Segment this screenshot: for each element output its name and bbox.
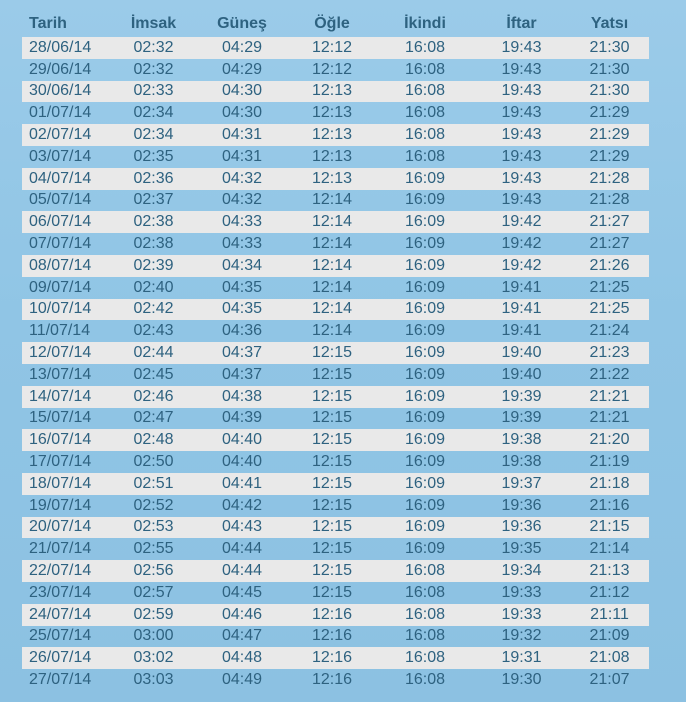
date-cell: 08/07/14 bbox=[29, 256, 92, 274]
header-cell-3: Öğle bbox=[314, 15, 350, 32]
time-cell: 12:15 bbox=[311, 583, 353, 601]
time-cell: 21:27 bbox=[589, 235, 630, 253]
time-cell: 21:12 bbox=[589, 583, 630, 601]
time-cell: 16:08 bbox=[404, 627, 446, 645]
time-cell: 02:44 bbox=[133, 344, 174, 362]
time-cell: 21:14 bbox=[589, 540, 630, 558]
time-cell: 21:07 bbox=[589, 671, 630, 688]
date-cell: 26/07/14 bbox=[29, 649, 92, 667]
table-row bbox=[22, 211, 649, 233]
time-cell: 19:30 bbox=[501, 671, 542, 688]
time-cell: 16:08 bbox=[404, 147, 446, 165]
time-cell: 19:42 bbox=[501, 256, 542, 274]
time-cell: 03:03 bbox=[133, 671, 174, 688]
time-cell: 21:21 bbox=[589, 387, 630, 405]
date-cell: 12/07/14 bbox=[29, 344, 92, 362]
time-cell: 21:25 bbox=[589, 278, 630, 296]
time-cell: 12:15 bbox=[311, 453, 353, 471]
time-cell: 04:40 bbox=[221, 453, 263, 471]
time-cell: 12:14 bbox=[311, 278, 353, 296]
time-cell: 04:38 bbox=[221, 387, 263, 405]
time-cell: 21:15 bbox=[589, 518, 630, 536]
time-cell: 02:47 bbox=[133, 409, 174, 427]
table-row bbox=[22, 168, 649, 190]
time-cell: 19:43 bbox=[501, 60, 542, 78]
date-cell: 29/06/14 bbox=[29, 60, 92, 78]
time-cell: 12:14 bbox=[311, 322, 353, 340]
date-cell: 21/07/14 bbox=[29, 540, 92, 558]
time-cell: 02:32 bbox=[133, 38, 174, 56]
time-cell: 19:36 bbox=[501, 518, 542, 536]
table-row bbox=[22, 233, 649, 255]
time-cell: 04:41 bbox=[221, 474, 263, 492]
time-cell: 19:42 bbox=[501, 213, 542, 231]
time-cell: 02:56 bbox=[133, 562, 174, 580]
time-cell: 04:32 bbox=[221, 191, 263, 209]
time-cell: 16:08 bbox=[404, 583, 446, 601]
date-cell: 02/07/14 bbox=[29, 126, 92, 144]
time-cell: 21:19 bbox=[589, 453, 630, 471]
time-cell: 19:33 bbox=[501, 583, 542, 601]
header-cell-0: Tarih bbox=[29, 15, 67, 32]
time-cell: 12:14 bbox=[311, 213, 353, 231]
time-cell: 21:27 bbox=[589, 213, 630, 231]
table-row bbox=[22, 604, 649, 626]
time-cell: 16:08 bbox=[404, 562, 446, 580]
time-cell: 21:28 bbox=[589, 191, 630, 209]
time-cell: 12:15 bbox=[311, 474, 353, 492]
time-cell: 16:09 bbox=[404, 322, 446, 340]
time-cell: 04:32 bbox=[221, 169, 263, 187]
time-cell: 19:38 bbox=[501, 453, 542, 471]
time-cell: 02:38 bbox=[133, 235, 174, 253]
date-cell: 14/07/14 bbox=[29, 387, 92, 405]
time-cell: 12:14 bbox=[311, 300, 353, 318]
date-cell: 10/07/14 bbox=[29, 300, 92, 318]
time-cell: 19:36 bbox=[501, 496, 542, 514]
time-cell: 04:40 bbox=[221, 431, 263, 449]
time-cell: 02:35 bbox=[133, 147, 174, 165]
time-cell: 16:09 bbox=[404, 387, 446, 405]
time-cell: 03:02 bbox=[133, 649, 174, 667]
date-cell: 28/06/14 bbox=[29, 38, 92, 56]
table-row bbox=[22, 647, 649, 669]
date-cell: 16/07/14 bbox=[29, 431, 92, 449]
date-cell: 01/07/14 bbox=[29, 104, 92, 122]
time-cell: 21:28 bbox=[589, 169, 630, 187]
time-cell: 21:21 bbox=[589, 409, 630, 427]
time-cell: 02:55 bbox=[133, 540, 174, 558]
date-cell: 15/07/14 bbox=[29, 409, 92, 427]
time-cell: 04:29 bbox=[221, 38, 263, 56]
time-cell: 16:08 bbox=[404, 649, 446, 667]
time-cell: 02:52 bbox=[133, 496, 174, 514]
table-row bbox=[22, 451, 649, 473]
time-cell: 12:15 bbox=[311, 562, 353, 580]
time-cell: 04:35 bbox=[221, 300, 263, 318]
time-cell: 16:08 bbox=[404, 60, 446, 78]
time-cell: 12:15 bbox=[311, 540, 353, 558]
time-cell: 12:16 bbox=[311, 605, 353, 623]
time-cell: 12:15 bbox=[311, 344, 353, 362]
table-row bbox=[22, 190, 649, 212]
time-cell: 04:39 bbox=[221, 409, 263, 427]
time-cell: 16:09 bbox=[404, 474, 446, 492]
time-cell: 12:16 bbox=[311, 627, 353, 645]
time-cell: 21:22 bbox=[589, 365, 630, 383]
time-cell: 16:08 bbox=[404, 38, 446, 56]
time-cell: 19:43 bbox=[501, 82, 542, 100]
time-cell: 16:08 bbox=[404, 104, 446, 122]
time-cell: 04:37 bbox=[221, 365, 263, 383]
time-cell: 19:34 bbox=[501, 562, 542, 580]
time-cell: 04:47 bbox=[221, 627, 263, 645]
time-cell: 02:53 bbox=[133, 518, 174, 536]
time-cell: 21:11 bbox=[590, 605, 629, 623]
time-cell: 19:42 bbox=[501, 235, 542, 253]
table-row bbox=[22, 626, 649, 648]
time-cell: 21:09 bbox=[589, 627, 630, 645]
time-cell: 02:34 bbox=[133, 104, 174, 122]
time-cell: 16:09 bbox=[404, 496, 446, 514]
time-cell: 12:15 bbox=[311, 387, 353, 405]
header-row bbox=[22, 9, 649, 37]
time-cell: 12:14 bbox=[311, 235, 353, 253]
date-cell: 30/06/14 bbox=[29, 82, 92, 100]
date-cell: 04/07/14 bbox=[29, 169, 92, 187]
time-cell: 04:31 bbox=[221, 126, 263, 144]
time-cell: 12:15 bbox=[311, 365, 353, 383]
time-cell: 21:25 bbox=[589, 300, 630, 318]
time-cell: 19:37 bbox=[501, 474, 542, 492]
time-cell: 02:38 bbox=[133, 213, 174, 231]
table-row bbox=[22, 255, 649, 277]
time-cell: 02:34 bbox=[133, 126, 174, 144]
time-cell: 16:09 bbox=[404, 431, 446, 449]
table-row bbox=[22, 582, 649, 604]
time-cell: 04:30 bbox=[221, 104, 263, 122]
time-cell: 12:15 bbox=[311, 496, 353, 514]
time-cell: 16:09 bbox=[404, 300, 446, 318]
time-cell: 12:13 bbox=[311, 147, 353, 165]
time-cell: 04:29 bbox=[221, 60, 263, 78]
time-cell: 12:15 bbox=[311, 431, 353, 449]
table-row bbox=[22, 364, 649, 386]
time-cell: 04:31 bbox=[221, 147, 263, 165]
date-cell: 25/07/14 bbox=[29, 627, 92, 645]
time-cell: 12:13 bbox=[311, 169, 353, 187]
time-cell: 04:44 bbox=[221, 540, 263, 558]
time-cell: 02:48 bbox=[133, 431, 174, 449]
time-cell: 16:08 bbox=[404, 671, 446, 688]
time-cell: 19:39 bbox=[501, 409, 542, 427]
time-cell: 12:14 bbox=[311, 256, 353, 274]
time-cell: 19:43 bbox=[501, 38, 542, 56]
date-cell: 23/07/14 bbox=[29, 583, 92, 601]
time-cell: 04:35 bbox=[221, 278, 263, 296]
time-cell: 04:33 bbox=[221, 213, 263, 231]
time-cell: 04:46 bbox=[221, 605, 263, 623]
time-cell: 02:43 bbox=[133, 322, 174, 340]
time-cell: 19:43 bbox=[501, 169, 542, 187]
time-cell: 16:09 bbox=[404, 365, 446, 383]
time-cell: 12:15 bbox=[311, 518, 353, 536]
table-row bbox=[22, 538, 649, 560]
time-cell: 12:14 bbox=[311, 191, 353, 209]
time-cell: 03:00 bbox=[133, 627, 174, 645]
table-row bbox=[22, 408, 649, 430]
time-cell: 02:39 bbox=[133, 256, 174, 274]
time-cell: 02:40 bbox=[133, 278, 174, 296]
time-cell: 02:59 bbox=[133, 605, 174, 623]
prayer-times-table bbox=[22, 9, 649, 691]
time-cell: 19:35 bbox=[501, 540, 542, 558]
time-cell: 19:43 bbox=[501, 104, 542, 122]
date-cell: 27/07/14 bbox=[29, 671, 92, 688]
time-cell: 19:43 bbox=[501, 191, 542, 209]
time-cell: 16:09 bbox=[404, 213, 446, 231]
time-cell: 04:36 bbox=[221, 322, 263, 340]
time-cell: 21:18 bbox=[589, 474, 630, 492]
time-cell: 04:49 bbox=[221, 671, 263, 688]
time-cell: 16:09 bbox=[404, 256, 446, 274]
time-cell: 16:09 bbox=[404, 191, 446, 209]
date-cell: 09/07/14 bbox=[29, 278, 92, 296]
time-cell: 21:24 bbox=[589, 322, 630, 340]
time-cell: 16:09 bbox=[404, 518, 446, 536]
time-cell: 21:16 bbox=[589, 496, 630, 514]
date-cell: 22/07/14 bbox=[29, 562, 92, 580]
date-cell: 11/07/14 bbox=[29, 322, 91, 340]
table-body bbox=[22, 37, 649, 691]
table-row bbox=[22, 146, 649, 168]
time-cell: 04:48 bbox=[221, 649, 263, 667]
time-cell: 19:41 bbox=[501, 300, 542, 318]
table-row bbox=[22, 299, 649, 321]
time-cell: 12:15 bbox=[311, 409, 353, 427]
time-cell: 12:13 bbox=[311, 104, 353, 122]
time-cell: 02:42 bbox=[133, 300, 174, 318]
table-row bbox=[22, 37, 649, 59]
time-cell: 04:45 bbox=[221, 583, 263, 601]
time-cell: 19:43 bbox=[501, 147, 542, 165]
date-cell: 20/07/14 bbox=[29, 518, 92, 536]
time-cell: 04:37 bbox=[221, 344, 263, 362]
time-cell: 19:38 bbox=[501, 431, 542, 449]
time-cell: 21:30 bbox=[589, 60, 630, 78]
time-cell: 16:09 bbox=[404, 453, 446, 471]
time-cell: 16:09 bbox=[404, 278, 446, 296]
time-cell: 21:30 bbox=[589, 82, 630, 100]
date-cell: 24/07/14 bbox=[29, 605, 92, 623]
header-cell-4: İkindi bbox=[404, 15, 446, 32]
header-cell-6: Yatsı bbox=[590, 15, 629, 32]
table-row bbox=[22, 560, 649, 582]
header-cell-5: İftar bbox=[506, 15, 537, 32]
date-cell: 03/07/14 bbox=[29, 147, 92, 165]
table-row bbox=[22, 81, 649, 103]
time-cell: 12:12 bbox=[311, 38, 353, 56]
time-cell: 21:29 bbox=[589, 126, 630, 144]
time-cell: 21:29 bbox=[589, 147, 630, 165]
time-cell: 21:08 bbox=[589, 649, 630, 667]
time-cell: 19:41 bbox=[501, 322, 542, 340]
table-row bbox=[22, 277, 649, 299]
table-row bbox=[22, 342, 649, 364]
table-row bbox=[22, 473, 649, 495]
time-cell: 04:30 bbox=[221, 82, 263, 100]
time-cell: 16:09 bbox=[404, 169, 446, 187]
time-cell: 19:32 bbox=[501, 627, 542, 645]
date-cell: 19/07/14 bbox=[29, 496, 92, 514]
time-cell: 12:16 bbox=[311, 671, 353, 688]
date-cell: 06/07/14 bbox=[29, 213, 92, 231]
time-cell: 12:13 bbox=[311, 126, 353, 144]
time-cell: 02:32 bbox=[133, 60, 174, 78]
time-cell: 21:30 bbox=[589, 38, 630, 56]
table-row bbox=[22, 429, 649, 451]
header-cell-2: Güneş bbox=[217, 15, 267, 32]
time-cell: 16:09 bbox=[404, 344, 446, 362]
time-cell: 16:09 bbox=[404, 235, 446, 253]
time-cell: 02:51 bbox=[133, 474, 174, 492]
time-cell: 19:33 bbox=[501, 605, 542, 623]
time-cell: 21:29 bbox=[589, 104, 630, 122]
time-cell: 12:12 bbox=[311, 60, 353, 78]
time-cell: 16:09 bbox=[404, 409, 446, 427]
date-cell: 07/07/14 bbox=[29, 235, 92, 253]
time-cell: 19:40 bbox=[501, 344, 542, 362]
header-cell-1: İmsak bbox=[130, 15, 177, 32]
time-cell: 19:31 bbox=[501, 649, 542, 667]
table-row bbox=[22, 124, 649, 146]
time-cell: 04:34 bbox=[221, 256, 263, 274]
time-cell: 02:33 bbox=[133, 82, 174, 100]
time-cell: 02:50 bbox=[133, 453, 174, 471]
time-cell: 12:16 bbox=[311, 649, 353, 667]
time-cell: 19:39 bbox=[501, 387, 542, 405]
table-row bbox=[22, 517, 649, 539]
time-cell: 04:43 bbox=[221, 518, 263, 536]
table-row bbox=[22, 320, 649, 342]
time-cell: 21:26 bbox=[589, 256, 630, 274]
time-cell: 04:44 bbox=[221, 562, 263, 580]
time-cell: 21:23 bbox=[589, 344, 630, 362]
time-cell: 16:08 bbox=[404, 82, 446, 100]
date-cell: 05/07/14 bbox=[29, 191, 92, 209]
table-row bbox=[22, 102, 649, 124]
time-cell: 16:08 bbox=[404, 126, 446, 144]
time-cell: 19:43 bbox=[501, 126, 542, 144]
time-cell: 16:08 bbox=[404, 605, 446, 623]
time-cell: 02:37 bbox=[133, 191, 174, 209]
time-cell: 12:13 bbox=[311, 82, 353, 100]
time-cell: 19:40 bbox=[501, 365, 542, 383]
time-cell: 04:33 bbox=[221, 235, 263, 253]
time-cell: 02:57 bbox=[133, 583, 174, 601]
time-cell: 02:36 bbox=[133, 169, 174, 187]
table-row bbox=[22, 495, 649, 517]
table-row bbox=[22, 386, 649, 408]
time-cell: 16:09 bbox=[404, 540, 446, 558]
date-cell: 18/07/14 bbox=[29, 474, 92, 492]
time-cell: 04:42 bbox=[221, 496, 263, 514]
date-cell: 13/07/14 bbox=[29, 365, 92, 383]
time-cell: 02:46 bbox=[133, 387, 174, 405]
table-row bbox=[22, 669, 649, 691]
date-cell: 17/07/14 bbox=[29, 453, 92, 471]
time-cell: 21:20 bbox=[589, 431, 630, 449]
time-cell: 21:13 bbox=[589, 562, 630, 580]
table-row bbox=[22, 59, 649, 81]
time-cell: 19:41 bbox=[501, 278, 542, 296]
time-cell: 02:45 bbox=[133, 365, 174, 383]
